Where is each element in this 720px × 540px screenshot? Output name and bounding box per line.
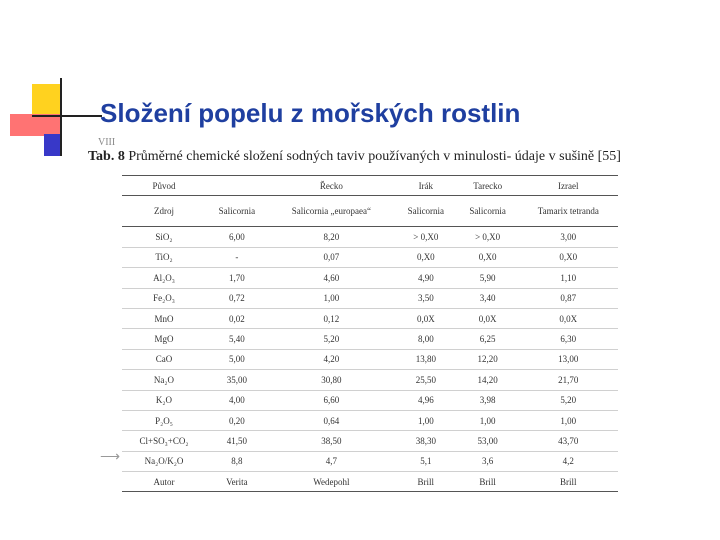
table-cell: 5,20 [519, 390, 618, 410]
table-cell: 6,00 [206, 227, 268, 247]
table-cell: 4,20 [268, 349, 395, 369]
row-label: MnO [122, 308, 206, 328]
table-cell: 38,30 [395, 431, 457, 451]
table-cell: 43,70 [519, 431, 618, 451]
origin-cell: Řecko [268, 176, 395, 196]
table-cell: 0,0X [395, 308, 457, 328]
source-cell: Salicornia [206, 196, 268, 227]
table-cell: 3,98 [457, 390, 519, 410]
table-cell: 0,X0 [395, 247, 457, 267]
table-row [122, 329, 618, 349]
table-cell: 6,25 [457, 329, 519, 349]
table-cell: 0,87 [519, 288, 618, 308]
caption-text: Průměrné chemické složení sodných taviv používaných v minulosti- údaje v sušině [55] [128, 149, 621, 164]
author-cell: Brill [395, 472, 457, 492]
origin-label: Původ [122, 176, 206, 196]
table-cell: 4,7 [268, 451, 395, 471]
table-cell: 53,00 [457, 431, 519, 451]
composition-table [122, 175, 618, 492]
table-cell: 6,60 [268, 390, 395, 410]
table-cell: 0,20 [206, 410, 268, 430]
table-cell: - [206, 247, 268, 267]
table-row [122, 451, 618, 471]
table-cell: 8,20 [268, 227, 395, 247]
table-cell: 4,60 [268, 268, 395, 288]
table-row [122, 370, 618, 390]
table-cell: 38,50 [268, 431, 395, 451]
origin-cell: Tarecko [457, 176, 519, 196]
table-cell: > 0,X0 [395, 227, 457, 247]
table-cell: 5,20 [268, 329, 395, 349]
table-cell: 5,00 [206, 349, 268, 369]
table-cell: 1,00 [268, 288, 395, 308]
table-row [122, 268, 618, 288]
author-row [122, 472, 618, 492]
row-label: SiO₂ [122, 227, 206, 247]
decor-vertical-line [60, 78, 62, 156]
table-cell: 3,40 [457, 288, 519, 308]
table-cell: 35,00 [206, 370, 268, 390]
table-cell: 5,1 [395, 451, 457, 471]
scanned-table-image [88, 135, 628, 505]
table-cell: 12,20 [457, 349, 519, 369]
table-row [122, 390, 618, 410]
row-label: Na₂O/K₂O [122, 451, 206, 471]
table-cell: 3,50 [395, 288, 457, 308]
source-cell: Salicornia [457, 196, 519, 227]
table-cell: 3,00 [519, 227, 618, 247]
table-cell: 25,50 [395, 370, 457, 390]
table-cell: 0,02 [206, 308, 268, 328]
table-cell: 0,64 [268, 410, 395, 430]
table-cell: 21,70 [519, 370, 618, 390]
table-cell: 8,00 [395, 329, 457, 349]
author-cell: Brill [519, 472, 618, 492]
origin-row [122, 176, 618, 196]
source-cell: Salicornia [395, 196, 457, 227]
table-cell: 5,40 [206, 329, 268, 349]
table-cell: 0,0X [457, 308, 519, 328]
origin-blank [206, 176, 268, 196]
table-cell: 0,07 [268, 247, 395, 267]
table-cell: 1,00 [519, 410, 618, 430]
table-cell: 30,80 [268, 370, 395, 390]
row-label: Cl+SO₃+CO₂ [122, 431, 206, 451]
table-cell: 8,8 [206, 451, 268, 471]
slide-title: Složení popelu z mořských rostlin [100, 98, 521, 128]
table-cell: 0,12 [268, 308, 395, 328]
table-cell: 1,00 [395, 410, 457, 430]
table-row [122, 431, 618, 451]
row-label: TiO₂ [122, 247, 206, 267]
table-cell: 0,72 [206, 288, 268, 308]
origin-cell: Izrael [519, 176, 618, 196]
table-cell: 1,00 [457, 410, 519, 430]
table-cell: 5,90 [457, 268, 519, 288]
source-label: Zdroj [122, 196, 206, 227]
table-cell: 1,70 [206, 268, 268, 288]
table-cell: 6,30 [519, 329, 618, 349]
row-label: Fe₂O₃ [122, 288, 206, 308]
row-label: MgO [122, 329, 206, 349]
decor-yellow-square [32, 84, 62, 114]
decor-horizontal-line [32, 115, 102, 117]
row-label: Al₂O₃ [122, 268, 206, 288]
table-cell: 0,0X [519, 308, 618, 328]
table-row [122, 410, 618, 430]
arrow-icon: ⟶ [100, 450, 121, 465]
table-row [122, 308, 618, 328]
source-cell: Salicornia „europaea“ [268, 196, 395, 227]
source-row [122, 196, 618, 227]
author-cell: Verita [206, 472, 268, 492]
table-cell: 0,X0 [519, 247, 618, 267]
table-caption [88, 149, 621, 165]
author-cell: Brill [457, 472, 519, 492]
row-label: P₂O₅ [122, 410, 206, 430]
origin-cell: Irák [395, 176, 457, 196]
decor-red-square [10, 114, 62, 136]
row-label: Na₂O [122, 370, 206, 390]
table-cell: > 0,X0 [457, 227, 519, 247]
table-cell: 13,80 [395, 349, 457, 369]
table-cell: 4,2 [519, 451, 618, 471]
table-row [122, 288, 618, 308]
table-cell: 14,20 [457, 370, 519, 390]
table-cell: 4,90 [395, 268, 457, 288]
table-cell: 4,00 [206, 390, 268, 410]
table-cell: 1,10 [519, 268, 618, 288]
margin-mark: VIII [98, 137, 116, 148]
table-row [122, 349, 618, 369]
row-label: K₂O [122, 390, 206, 410]
table-cell: 3,6 [457, 451, 519, 471]
author-cell: Wedepohl [268, 472, 395, 492]
table-cell: 4,96 [395, 390, 457, 410]
table-cell: 41,50 [206, 431, 268, 451]
author-label: Autor [122, 472, 206, 492]
source-cell: Tamarix tetranda [519, 196, 618, 227]
table-cell: 0,X0 [457, 247, 519, 267]
caption-prefix: Tab. 8 [88, 149, 125, 164]
table-cell: 13,00 [519, 349, 618, 369]
row-label: CaO [122, 349, 206, 369]
table-row [122, 227, 618, 247]
table-row [122, 247, 618, 267]
